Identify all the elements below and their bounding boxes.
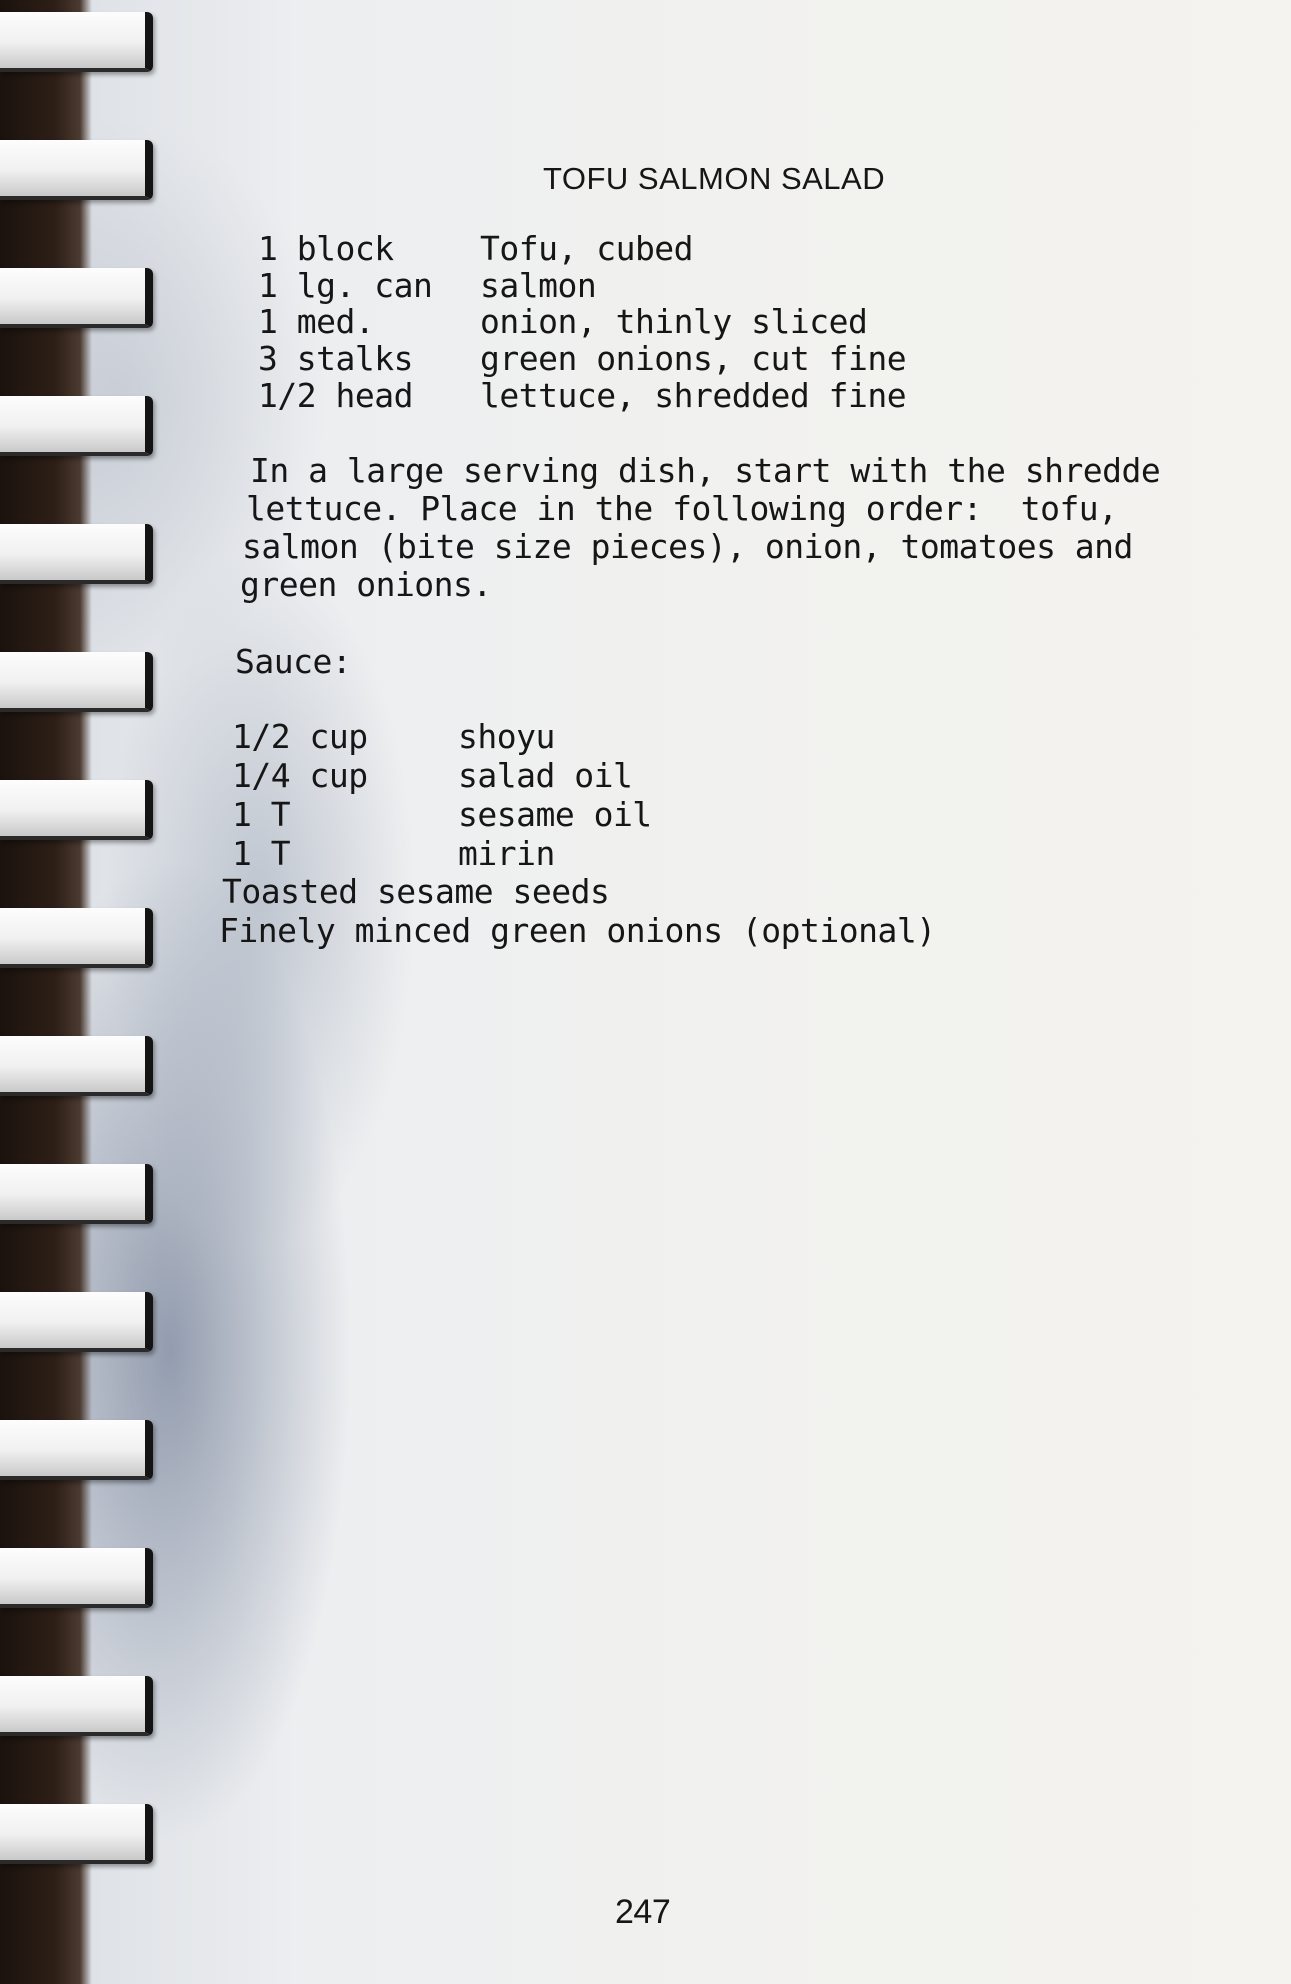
spiral-coil: [0, 1036, 153, 1096]
spiral-coil: [0, 12, 153, 72]
sauce-heading: Sauce:: [235, 642, 352, 681]
instruction-line: In a large serving dish, start with the shredde: [250, 451, 1161, 490]
sauce-item: mirin: [458, 834, 555, 873]
ingredient-qty: 1 lg. can: [258, 266, 433, 305]
spiral-coil: [0, 396, 153, 456]
instruction-line: salmon (bite size pieces), onion, tomatoes and: [242, 527, 1133, 566]
sauce-item: salad oil: [458, 756, 633, 795]
instruction-line: green onions.: [240, 565, 492, 604]
spiral-coil: [0, 908, 153, 968]
ingredient-qty: 1/2 head: [258, 376, 413, 415]
spiral-coil: [0, 268, 153, 328]
spiral-coil: [0, 1804, 153, 1864]
spiral-coil: [0, 780, 153, 840]
spiral-coil: [0, 1676, 153, 1736]
sauce-item: sesame oil: [458, 795, 652, 834]
spiral-coil: [0, 140, 153, 200]
recipe-title: TOFU SALMON SALAD: [543, 161, 886, 196]
page-number: 247: [615, 1893, 671, 1931]
ingredient-item: green onions, cut fine: [480, 339, 907, 378]
spiral-coil: [0, 524, 153, 584]
ingredient-item: Tofu, cubed: [480, 229, 694, 268]
sauce-qty: 1 T: [232, 795, 291, 834]
spiral-coil: [0, 1292, 153, 1352]
instruction-line: lettuce. Place in the following order: tofu,: [246, 489, 1118, 528]
spiral-coil: [0, 1420, 153, 1480]
ingredient-qty: 3 stalks: [258, 339, 413, 378]
sauce-item: shoyu: [458, 717, 555, 756]
spiral-coil: [0, 1548, 153, 1608]
sauce-qty: 1 T: [232, 834, 291, 873]
sauce-extra: Finely minced green onions (optional): [219, 911, 936, 950]
sauce-extra: Toasted sesame seeds: [222, 872, 610, 911]
ingredient-item: salmon: [480, 266, 597, 305]
sauce-qty: 1/2 cup: [232, 717, 368, 756]
ingredient-qty: 1 block: [258, 229, 394, 268]
ingredient-item: onion, thinly sliced: [480, 302, 868, 341]
ingredient-item: lettuce, shredded fine: [480, 376, 907, 415]
spiral-coil: [0, 652, 153, 712]
spiral-coil: [0, 1164, 153, 1224]
sauce-qty: 1/4 cup: [232, 756, 368, 795]
ingredient-qty: 1 med.: [258, 302, 375, 341]
